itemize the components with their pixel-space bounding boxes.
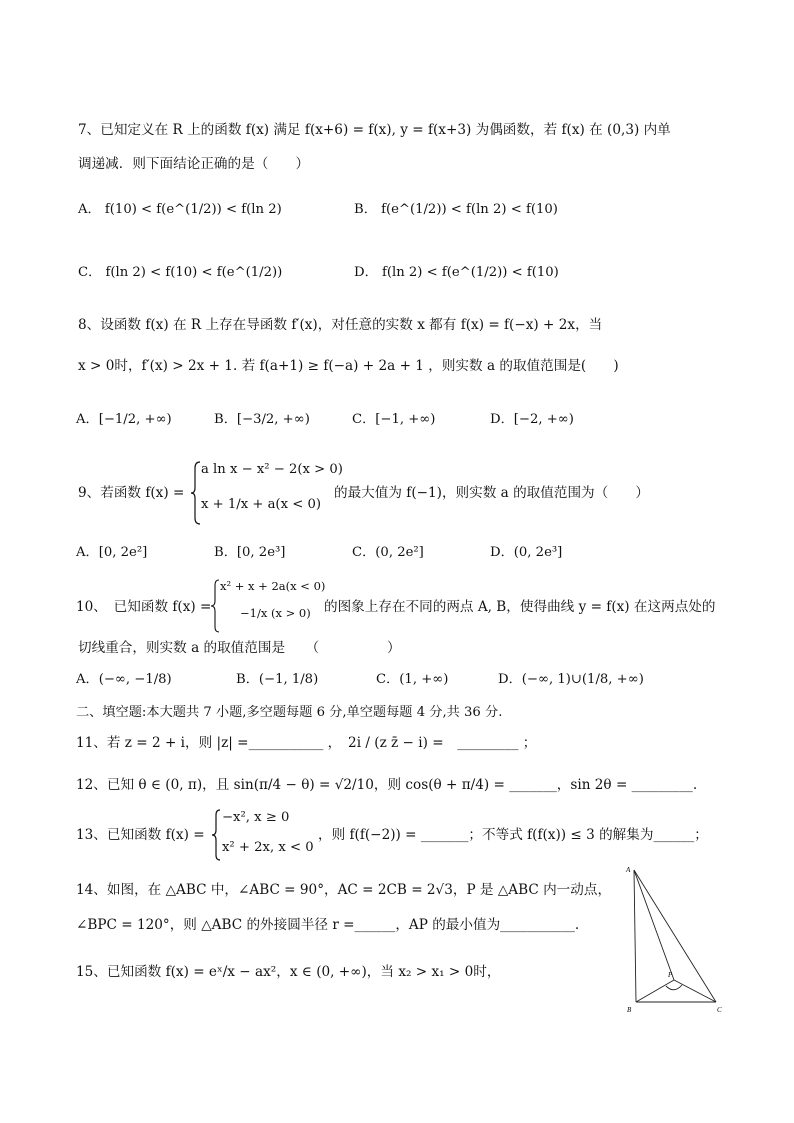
q9-prefix: 9、若函数 f(x) = xyxy=(78,485,185,501)
label-p: P xyxy=(668,971,673,979)
q10-case2: −1/x (x > 0) xyxy=(240,606,311,620)
q10-line2: 切线重合，则实数 a 的取值范围是 （ ） xyxy=(78,640,401,656)
q10-suffix: 的图象上存在不同的两点 A, B，使得曲线 y = f(x) 在这两点处的 xyxy=(324,599,716,615)
q10-option-a: A．(−∞, −1/8) xyxy=(76,672,172,687)
q7-line2: 调递减．则下面结论正确的是（ ） xyxy=(78,156,310,172)
q10-case1: x² + x + 2a(x < 0) xyxy=(220,579,326,593)
q8-option-a: A．[−1/2, +∞) xyxy=(76,412,172,427)
q8-line2: x > 0时，f′(x) > 2x + 1. 若 f(a+1) ≥ f(−a) + 2a + 1 ，则实数 a 的取值范围是( ) xyxy=(78,358,619,374)
q8-option-b: B．[−3/2, +∞) xyxy=(214,412,310,427)
q12: 12、已知 θ ∈ (0, π)，且 sin(π/4 − θ) = √2/10，则 cos(θ + π/4) = _______，sin 2θ = _________. xyxy=(76,777,698,793)
segment-bp xyxy=(636,980,674,1002)
section-2-heading: 二、填空题:本大题共 7 小题,多空题每题 6 分,单空题每题 4 分,共 36 分. xyxy=(76,705,503,720)
q13-suffix: ，则 f(f(−2)) = _______；不等式 f(f(x)) ≤ 3 的解集为______； xyxy=(318,827,708,843)
label-a: A xyxy=(626,866,631,874)
q10-prefix: 10、 已知函数 f(x) = xyxy=(76,599,212,615)
label-c: C xyxy=(717,1006,722,1014)
q10-option-b: B．(−1, 1/8) xyxy=(236,672,319,687)
q10-option-d: D．(−∞, 1)∪(1/8, +∞) xyxy=(498,672,644,687)
q7-option-d: D． f(ln 2) < f(e^(1/2)) < f(10) xyxy=(354,265,559,280)
q13-brace xyxy=(212,808,221,862)
q7-line1: 7、已知定义在 R 上的函数 f(x) 满足 f(x+6) = f(x), y = f(x+3) 为偶函数，若 f(x) 在 (0,3) 内单 xyxy=(78,122,671,138)
q10-option-c: C．(1, +∞) xyxy=(376,672,449,687)
q10-brace xyxy=(211,578,220,634)
triangle-figure xyxy=(624,862,730,1020)
q9-option-b: B．[0, 2e³] xyxy=(214,545,286,560)
q7-option-b: B． f(e^(1/2)) < f(ln 2) < f(10) xyxy=(354,202,558,217)
q13-prefix: 13、已知函数 f(x) = xyxy=(76,827,205,843)
q9-option-a: A．[0, 2e²] xyxy=(76,545,148,560)
q11: 11、若 z = 2 + i，则 |z| =___________ ， 2i / (z z̄ − i) = _________ ； xyxy=(76,735,537,751)
q9-option-c: C．(0, 2e²] xyxy=(352,545,424,560)
q8-option-c: C．[−1, +∞) xyxy=(352,412,436,427)
segment-ab xyxy=(634,870,636,1002)
q7-option-a: A． f(10) < f(e^(1/2)) < f(ln 2) xyxy=(78,202,282,217)
q14-line2: ∠BPC = 120°，则 △ABC 的外接圆半径 r =______，AP 的最小值为___________. xyxy=(76,917,580,933)
q8-line1: 8、设函数 f(x) 在 R 上存在导函数 f′(x)，对任意的实数 x 都有 f(x) = f(−x) + 2x，当 xyxy=(78,317,603,333)
q14-line1: 14、如图，在 △ABC 中，∠ABC = 90°，AC = 2CB = 2√3，P 是 △ABC 内一动点， xyxy=(76,882,612,898)
q7-option-c: C． f(ln 2) < f(10) < f(e^(1/2)) xyxy=(78,265,283,280)
q8-option-d: D．[−2, +∞) xyxy=(490,412,574,427)
q15: 15、已知函数 f(x) = eˣ/x − ax²，x ∈ (0, +∞)，当 x₂ > x₁ > 0时， xyxy=(76,964,501,980)
angle-bpc-arc xyxy=(666,985,682,990)
q9-option-d: D．(0, 2e³] xyxy=(490,545,563,560)
label-b: B xyxy=(627,1006,632,1014)
q13-case2: x² + 2x, x < 0 xyxy=(222,840,314,855)
segment-cp xyxy=(674,980,716,1002)
q13-case1: −x², x ≥ 0 xyxy=(222,810,290,825)
q9-suffix: 的最大值为 f(−1)，则实数 a 的取值范围为（ ） xyxy=(334,485,650,501)
q9-brace xyxy=(191,460,201,526)
q9-case1: a ln x − x² − 2(x > 0) xyxy=(201,462,343,477)
q9-case2: x + 1/x + a(x < 0) xyxy=(201,497,321,512)
segment-ac xyxy=(634,870,716,1002)
